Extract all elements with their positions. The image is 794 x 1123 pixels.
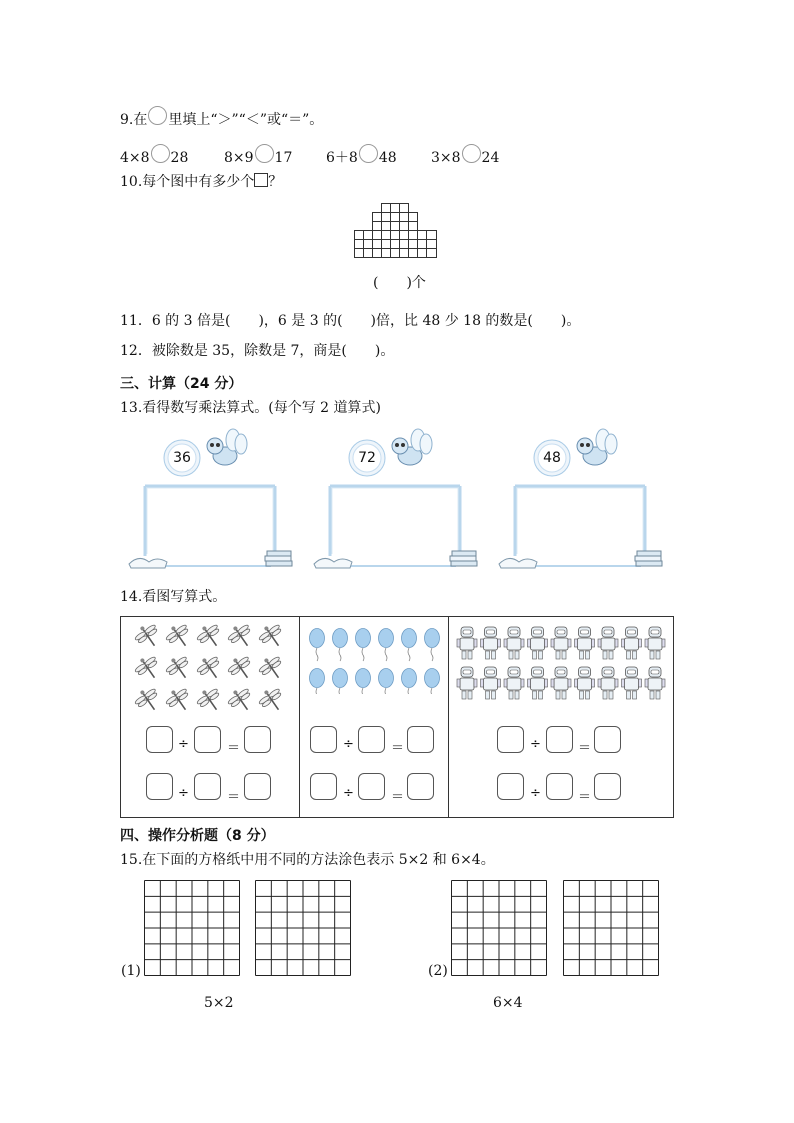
dragonfly-icon <box>255 620 288 653</box>
q13-number-1: 36 <box>173 450 191 466</box>
q10-answer[interactable]: ( )个 <box>373 275 426 291</box>
dragonfly-icons <box>130 620 295 712</box>
q9-title <box>120 106 323 129</box>
dragonfly-icon <box>162 684 195 712</box>
robot-icon <box>645 627 665 659</box>
equals-sign: ＝ <box>391 790 405 805</box>
q9-item-3-left: 6＋8 <box>326 150 358 166</box>
q9-item-4-circle[interactable] <box>462 144 481 163</box>
q9-label-tail: 里填上“＞”“＜”或“＝”。 <box>168 112 324 128</box>
q9-item-2-left: 8×9 <box>224 150 254 166</box>
bee-frame-illustration <box>125 428 295 578</box>
dragonfly-icon <box>131 652 164 685</box>
q15-part1-label: (1) <box>121 963 141 979</box>
bee-frame-illustration <box>495 428 665 578</box>
robot-icon <box>481 627 501 659</box>
answer-box[interactable] <box>194 773 221 800</box>
robot-icon <box>528 627 548 659</box>
q9-item-4-left: 3×8 <box>431 150 461 166</box>
balloon-icon <box>425 669 440 695</box>
balloon-icon <box>310 629 325 662</box>
robot-icon <box>528 667 548 699</box>
q9-item-3-right: 48 <box>378 150 397 166</box>
balloon-icon <box>379 669 394 695</box>
dragonfly-icon <box>162 652 195 685</box>
balloon-icon <box>402 669 417 695</box>
robot-icon <box>598 667 618 699</box>
q15-caption-2: 6×4 <box>493 995 523 1011</box>
dragonfly-icon <box>224 684 257 712</box>
dragonfly-icon <box>255 684 288 712</box>
answer-box[interactable] <box>146 726 173 753</box>
answer-box[interactable] <box>407 726 434 753</box>
dragonfly-icon <box>193 620 226 653</box>
q9-item-1-left: 4×8 <box>120 150 150 166</box>
q9-item-1-circle[interactable] <box>151 144 170 163</box>
robot-icon <box>457 667 477 699</box>
robot-icon <box>457 627 477 659</box>
robot-icon <box>645 667 665 699</box>
q15-text: 15.在下面的方格纸中用不同的方法涂色表示 5×2 和 6×4。 <box>120 852 495 868</box>
q13-text: 13.看得数写乘法算式。(每个写 2 道算式) <box>120 400 381 416</box>
robot-icon <box>551 627 571 659</box>
robot-icon <box>481 667 501 699</box>
q9-label: 9.在 <box>120 112 148 128</box>
robot-icon <box>575 667 595 699</box>
robot-icon <box>575 627 595 659</box>
balloon-icon <box>333 629 348 662</box>
q10-title <box>120 173 282 191</box>
section3-title: 三、计算（24 分） <box>120 376 243 392</box>
q13-number-3: 48 <box>543 450 561 466</box>
q9-item-3 <box>326 144 397 167</box>
q14-text: 14.看图写算式。 <box>120 589 227 605</box>
q14-divider-2 <box>448 616 449 818</box>
q9-item-2 <box>224 144 292 167</box>
answer-box[interactable] <box>546 726 573 753</box>
robot-icons <box>455 626 671 704</box>
dragonfly-icon <box>131 684 164 712</box>
answer-box[interactable] <box>310 773 337 800</box>
robot-icon <box>622 667 642 699</box>
q15-part2-label: (2) <box>428 963 448 979</box>
q12-text: 12．被除数是 35，除数是 7，商是( )。 <box>120 343 395 359</box>
divide-sign: ÷ <box>343 786 354 801</box>
q11-text: 11．6 的 3 倍是( )，6 是 3 的( )倍，比 48 少 18 的数是( )。 <box>120 313 581 329</box>
dragonfly-group <box>130 620 295 712</box>
q10-label: 10.每个图中有多少个 <box>120 174 255 190</box>
q14-divider-1 <box>299 616 300 818</box>
dragonfly-icon <box>162 620 195 653</box>
q13-card-2 <box>310 428 480 578</box>
q13-card-1 <box>125 428 295 578</box>
divide-sign: ÷ <box>178 737 189 752</box>
robot-group <box>455 626 671 704</box>
answer-box[interactable] <box>594 773 621 800</box>
dragonfly-icon <box>193 652 226 685</box>
robot-icon <box>504 627 524 659</box>
q10-label-tail: ？ <box>268 174 283 190</box>
q9-item-3-circle[interactable] <box>359 144 378 163</box>
balloon-icon <box>310 669 325 695</box>
robot-icon <box>598 627 618 659</box>
q9-item-2-circle[interactable] <box>255 144 274 163</box>
grid-paper-2b[interactable] <box>563 880 659 976</box>
divide-sign: ÷ <box>530 786 541 801</box>
answer-box[interactable] <box>546 773 573 800</box>
balloon-icon <box>402 629 417 662</box>
answer-box[interactable] <box>497 773 524 800</box>
q9-item-1 <box>120 144 188 167</box>
answer-box[interactable] <box>244 726 271 753</box>
equals-sign: ＝ <box>578 741 592 756</box>
equals-sign: ＝ <box>227 790 241 805</box>
compare-circle-icon <box>148 106 167 125</box>
balloon-icons <box>305 628 445 694</box>
q13-number-2: 72 <box>358 450 376 466</box>
dragonfly-icon <box>255 652 288 685</box>
answer-box[interactable] <box>497 726 524 753</box>
q9-item-1-right: 28 <box>170 150 189 166</box>
answer-box[interactable] <box>358 773 385 800</box>
equals-sign: ＝ <box>578 790 592 805</box>
dragonfly-icon <box>131 620 164 653</box>
answer-box[interactable] <box>244 773 271 800</box>
dragonfly-icon <box>193 684 226 712</box>
q9-item-4 <box>431 144 499 167</box>
q9-item-4-right: 24 <box>481 150 500 166</box>
q15-caption-1: 5×2 <box>204 995 234 1011</box>
balloon-icon <box>333 669 348 695</box>
balloon-icon <box>356 669 371 695</box>
balloon-group <box>305 628 445 694</box>
answer-box[interactable] <box>358 726 385 753</box>
robot-icon <box>622 627 642 659</box>
robot-icon <box>504 667 524 699</box>
section4-title: 四、操作分析题（8 分） <box>120 828 275 844</box>
grid-paper-2a[interactable] <box>451 880 547 976</box>
answer-box[interactable] <box>146 773 173 800</box>
grid-paper-1a[interactable] <box>144 880 240 976</box>
balloon-icon <box>425 629 440 662</box>
answer-box[interactable] <box>194 726 221 753</box>
answer-box[interactable] <box>407 773 434 800</box>
balloon-icon <box>379 629 394 662</box>
dragonfly-icon <box>224 620 257 653</box>
bee-frame-illustration <box>310 428 480 578</box>
divide-sign: ÷ <box>343 737 354 752</box>
answer-box[interactable] <box>594 726 621 753</box>
square-staircase-figure <box>354 203 437 259</box>
equals-sign: ＝ <box>227 741 241 756</box>
square-icon <box>254 173 268 187</box>
divide-sign: ÷ <box>530 737 541 752</box>
grid-paper-1b[interactable] <box>255 880 351 976</box>
divide-sign: ÷ <box>178 786 189 801</box>
balloon-icon <box>356 629 371 662</box>
q9-item-2-right: 17 <box>274 150 293 166</box>
answer-box[interactable] <box>310 726 337 753</box>
dragonfly-icon <box>224 652 257 685</box>
q13-card-3 <box>495 428 665 578</box>
equals-sign: ＝ <box>391 741 405 756</box>
robot-icon <box>551 667 571 699</box>
